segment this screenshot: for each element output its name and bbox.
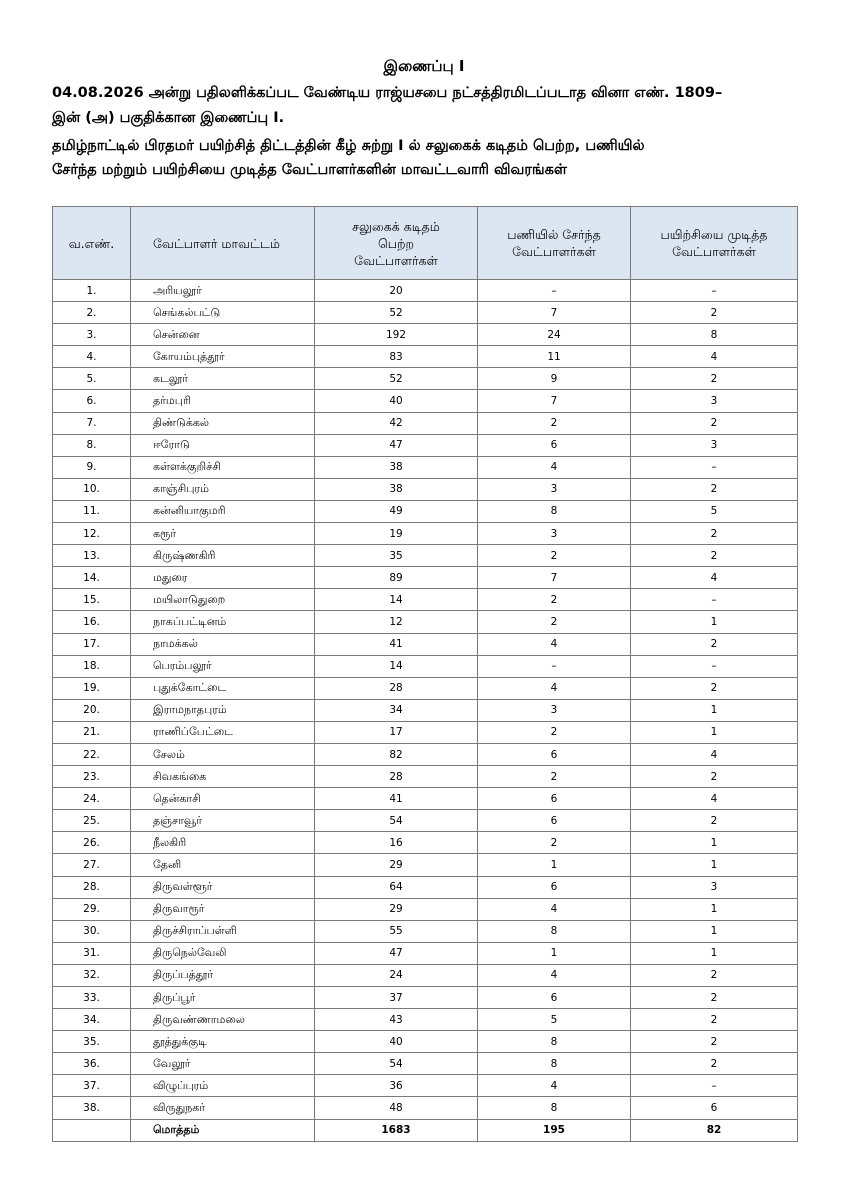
table-row	[53, 346, 798, 368]
joined-count-cell: 1	[478, 942, 631, 964]
completed-count-cell: 1	[631, 721, 798, 743]
joined-count-cell: 7	[478, 390, 631, 412]
serial-number-cell: 28.	[53, 876, 131, 898]
table-header-row	[53, 207, 798, 280]
offer-letter-count-cell: 43	[315, 1009, 478, 1031]
serial-number-cell: 1.	[53, 280, 131, 302]
header-text-line: வ.எண்.	[68, 235, 115, 251]
completed-count-cell: 2	[631, 1009, 798, 1031]
serial-number-cell: 14.	[53, 567, 131, 589]
joined-count-cell: 8	[478, 1031, 631, 1053]
table-row	[53, 942, 798, 964]
joined-count-cell: 2	[478, 832, 631, 854]
joined-count-cell: 2	[478, 611, 631, 633]
serial-number-cell: 9.	[53, 456, 131, 478]
table-row	[53, 545, 798, 567]
joined-count-cell: 24	[478, 324, 631, 346]
completed-count-cell: 1	[631, 611, 798, 633]
district-wise-table	[52, 206, 798, 1142]
offer-letter-count-cell: 89	[315, 567, 478, 589]
offer-letter-count-cell: 38	[315, 456, 478, 478]
table-row	[53, 324, 798, 346]
joined-count-cell: 2	[478, 721, 631, 743]
district-cell: விருதுநகர்	[131, 1097, 315, 1119]
district-cell: ஈரோடு	[131, 434, 315, 456]
completed-count-cell: 4	[631, 346, 798, 368]
district-cell: தேனி	[131, 854, 315, 876]
offer-letter-count-cell: 82	[315, 743, 478, 765]
district-cell: பெரம்பலூர்	[131, 655, 315, 677]
table-row	[53, 876, 798, 898]
table-row	[53, 677, 798, 699]
joined-count-cell: 7	[478, 302, 631, 324]
district-cell: மயிலாடுதுறை	[131, 589, 315, 611]
header-serial-number	[53, 207, 131, 280]
table-row	[53, 766, 798, 788]
joined-count-cell: 2	[478, 412, 631, 434]
serial-number-cell: 7.	[53, 412, 131, 434]
completed-count-cell: 2	[631, 523, 798, 545]
district-cell: நீலகிரி	[131, 832, 315, 854]
table-row	[53, 832, 798, 854]
offer-letter-count-cell: 28	[315, 766, 478, 788]
serial-number-cell: 17.	[53, 633, 131, 655]
district-cell: தூத்துக்குடி	[131, 1031, 315, 1053]
offer-letter-count-cell: 28	[315, 677, 478, 699]
table-row	[53, 368, 798, 390]
offer-letter-count-cell: 54	[315, 810, 478, 832]
district-cell: திருப்பத்தூர்	[131, 964, 315, 986]
completed-count-cell: 4	[631, 567, 798, 589]
serial-number-cell: 6.	[53, 390, 131, 412]
completed-count-cell: 2	[631, 412, 798, 434]
offer-letter-count-cell: 41	[315, 633, 478, 655]
district-cell: திருநெல்வேலி	[131, 942, 315, 964]
district-cell: மதுரை	[131, 567, 315, 589]
joined-count-cell: 4	[478, 898, 631, 920]
table-row	[53, 611, 798, 633]
table-row	[53, 633, 798, 655]
joined-count-cell: 8	[478, 920, 631, 942]
offer-letter-count-cell: 29	[315, 898, 478, 920]
completed-count-cell: 1	[631, 942, 798, 964]
table-row	[53, 743, 798, 765]
district-cell: வேலூர்	[131, 1053, 315, 1075]
joined-count-cell: 8	[478, 1053, 631, 1075]
serial-number-cell: 2.	[53, 302, 131, 324]
completed-count-cell: 6	[631, 1097, 798, 1119]
serial-number-cell: 16.	[53, 611, 131, 633]
district-cell: சென்னை	[131, 324, 315, 346]
joined-count-cell: 4	[478, 456, 631, 478]
completed-count-cell: 2	[631, 677, 798, 699]
district-cell: அரியலூர்	[131, 280, 315, 302]
serial-number-cell: 35.	[53, 1031, 131, 1053]
district-cell: நாகப்பட்டினம்	[131, 611, 315, 633]
table-title-line-2: சேர்ந்த மற்றும் பயிற்சியை முடித்த வேட்பாளர்களின் மாவட்டவாரி விவரங்கள்	[52, 162, 567, 178]
offer-letter-count-cell: 19	[315, 523, 478, 545]
offer-letter-count-cell: 47	[315, 434, 478, 456]
district-cell: ராணிப்பேட்டை	[131, 721, 315, 743]
serial-number-cell: 8.	[53, 434, 131, 456]
district-cell: திருவள்ளூர்	[131, 876, 315, 898]
completed-count-cell: 2	[631, 478, 798, 500]
joined-count-cell: 6	[478, 876, 631, 898]
table-row	[53, 302, 798, 324]
offer-letter-count-cell: 14	[315, 589, 478, 611]
header-text-line: வேட்பாளர்கள்	[512, 244, 596, 259]
annexure-heading: இணைப்பு I	[383, 57, 465, 75]
table-row	[53, 1031, 798, 1053]
offer-letter-count-cell: 34	[315, 699, 478, 721]
serial-number-cell: 24.	[53, 788, 131, 810]
completed-count-cell: 2	[631, 766, 798, 788]
offer-letter-count-cell: 54	[315, 1053, 478, 1075]
offer-letter-count-cell: 40	[315, 1031, 478, 1053]
completed-count-cell: –	[631, 280, 798, 302]
completed-count-cell: –	[631, 1075, 798, 1097]
table-title-line-1: தமிழ்நாட்டில் பிரதமர் பயிற்சித் திட்டத்தின் கீழ் சுற்று I ல் சலுகைக் கடிதம் பெற்ற, பணியில்	[52, 138, 645, 154]
offer-letter-count-cell: 16	[315, 832, 478, 854]
completed-count-cell: –	[631, 589, 798, 611]
completed-count-cell: 4	[631, 788, 798, 810]
joined-count-cell: 7	[478, 567, 631, 589]
completed-count-cell: 5	[631, 500, 798, 522]
table-row	[53, 434, 798, 456]
serial-number-cell: 36.	[53, 1053, 131, 1075]
serial-number-cell: 23.	[53, 766, 131, 788]
offer-letter-count-cell: 38	[315, 478, 478, 500]
district-cell: திண்டுக்கல்	[131, 412, 315, 434]
serial-number-cell: 18.	[53, 655, 131, 677]
offer-letter-count-cell: 47	[315, 942, 478, 964]
offer-letter-count-cell: 48	[315, 1097, 478, 1119]
district-cell: திருவண்ணாமலை	[131, 1009, 315, 1031]
completed-count-cell: 2	[631, 1031, 798, 1053]
completed-count-cell: 1	[631, 898, 798, 920]
offer-letter-count-cell: 192	[315, 324, 478, 346]
completed-count-cell: 4	[631, 743, 798, 765]
joined-count-cell: 11	[478, 346, 631, 368]
table-row	[53, 964, 798, 986]
district-cell: திருச்சிராப்பள்ளி	[131, 920, 315, 942]
district-cell: கடலூர்	[131, 368, 315, 390]
serial-number-cell: 33.	[53, 987, 131, 1009]
district-cell: கிருஷ்ணகிரி	[131, 545, 315, 567]
serial-number-cell: 5.	[53, 368, 131, 390]
offer-letter-count-cell: 17	[315, 721, 478, 743]
joined-count-cell: 3	[478, 523, 631, 545]
table-row	[53, 788, 798, 810]
serial-number-cell: 26.	[53, 832, 131, 854]
table-row	[53, 478, 798, 500]
serial-number-cell: 19.	[53, 677, 131, 699]
table-row	[53, 589, 798, 611]
header-text-line: வேட்பாளர் மாவட்டம்	[153, 235, 280, 251]
table-row	[53, 390, 798, 412]
joined-count-cell: 2	[478, 766, 631, 788]
serial-number-cell: 37.	[53, 1075, 131, 1097]
completed-count-cell: 1	[631, 699, 798, 721]
offer-letter-count-cell: 41	[315, 788, 478, 810]
header-text-line: சலுகைக் கடிதம்	[352, 218, 440, 234]
serial-number-cell: 34.	[53, 1009, 131, 1031]
subtitle-line-2: இன் (அ) பகுதிக்கான இணைப்பு I.	[52, 110, 285, 126]
joined-count-cell: –	[478, 655, 631, 677]
district-cell: புதுக்கோட்டை	[131, 677, 315, 699]
joined-count-cell: 6	[478, 743, 631, 765]
serial-number-cell	[53, 1119, 131, 1141]
district-cell: தஞ்சாவூர்	[131, 810, 315, 832]
header-text-line: பெற்ற	[377, 235, 415, 251]
joined-count-cell: 6	[478, 434, 631, 456]
header-joined-candidates	[478, 207, 631, 280]
serial-number-cell: 25.	[53, 810, 131, 832]
serial-number-cell: 30.	[53, 920, 131, 942]
district-cell: சேலம்	[131, 743, 315, 765]
serial-number-cell: 13.	[53, 545, 131, 567]
subtitle-line-1: 04.08.2026 அன்று பதிலளிக்கப்பட வேண்டிய ராஜ்யசபை நட்சத்திரமிடப்படாத வினா எண். 1809–	[52, 85, 723, 101]
serial-number-cell: 3.	[53, 324, 131, 346]
table-row	[53, 500, 798, 522]
offer-letter-count-cell: 1683	[315, 1119, 478, 1141]
serial-number-cell: 12.	[53, 523, 131, 545]
offer-letter-count-cell: 14	[315, 655, 478, 677]
completed-count-cell: –	[631, 456, 798, 478]
district-cell: சிவகங்கை	[131, 766, 315, 788]
table-row	[53, 810, 798, 832]
completed-count-cell: 2	[631, 810, 798, 832]
table-row	[53, 721, 798, 743]
completed-count-cell: 3	[631, 876, 798, 898]
serial-number-cell: 4.	[53, 346, 131, 368]
offer-letter-count-cell: 24	[315, 964, 478, 986]
offer-letter-count-cell: 55	[315, 920, 478, 942]
district-cell: திருவாரூர்	[131, 898, 315, 920]
offer-letter-count-cell: 36	[315, 1075, 478, 1097]
table-row	[53, 655, 798, 677]
offer-letter-count-cell: 52	[315, 368, 478, 390]
serial-number-cell: 22.	[53, 743, 131, 765]
offer-letter-count-cell: 42	[315, 412, 478, 434]
table-row	[53, 920, 798, 942]
table-row	[53, 1097, 798, 1119]
completed-count-cell: 2	[631, 964, 798, 986]
joined-count-cell: 195	[478, 1119, 631, 1141]
table-row	[53, 1053, 798, 1075]
offer-letter-count-cell: 52	[315, 302, 478, 324]
table-row	[53, 567, 798, 589]
completed-count-cell: 3	[631, 434, 798, 456]
table-body	[53, 280, 798, 1142]
joined-count-cell: 4	[478, 1075, 631, 1097]
serial-number-cell: 15.	[53, 589, 131, 611]
completed-count-cell: –	[631, 655, 798, 677]
total-row	[53, 1119, 798, 1141]
completed-count-cell: 8	[631, 324, 798, 346]
completed-count-cell: 2	[631, 302, 798, 324]
district-cell: மொத்தம்	[131, 1119, 315, 1141]
header-offer-letter-candidates	[315, 207, 478, 280]
header-text-line: பணியில் சேர்ந்த	[507, 227, 601, 242]
joined-count-cell: 6	[478, 987, 631, 1009]
table-row	[53, 412, 798, 434]
offer-letter-count-cell: 37	[315, 987, 478, 1009]
serial-number-cell: 21.	[53, 721, 131, 743]
joined-count-cell: 4	[478, 633, 631, 655]
joined-count-cell: –	[478, 280, 631, 302]
district-cell: இராமநாதபுரம்	[131, 699, 315, 721]
table-row	[53, 280, 798, 302]
district-cell: தென்காசி	[131, 788, 315, 810]
serial-number-cell: 31.	[53, 942, 131, 964]
completed-count-cell: 1	[631, 920, 798, 942]
district-cell: கள்ளக்குறிச்சி	[131, 456, 315, 478]
offer-letter-count-cell: 35	[315, 545, 478, 567]
district-cell: கோயம்புத்தூர்	[131, 346, 315, 368]
offer-letter-count-cell: 64	[315, 876, 478, 898]
completed-count-cell: 3	[631, 390, 798, 412]
district-cell: கரூர்	[131, 523, 315, 545]
offer-letter-count-cell: 83	[315, 346, 478, 368]
header-district	[131, 207, 315, 280]
offer-letter-count-cell: 20	[315, 280, 478, 302]
header-text-line: வேட்பாளர்கள்	[354, 252, 438, 268]
table-row	[53, 456, 798, 478]
completed-count-cell: 2	[631, 633, 798, 655]
joined-count-cell: 4	[478, 677, 631, 699]
table-row	[53, 1009, 798, 1031]
header-completed-candidates	[631, 207, 798, 280]
joined-count-cell: 1	[478, 854, 631, 876]
offer-letter-count-cell: 40	[315, 390, 478, 412]
district-cell: திருப்பூர்	[131, 987, 315, 1009]
district-cell: நாமக்கல்	[131, 633, 315, 655]
serial-number-cell: 32.	[53, 964, 131, 986]
serial-number-cell: 11.	[53, 500, 131, 522]
serial-number-cell: 10.	[53, 478, 131, 500]
offer-letter-count-cell: 49	[315, 500, 478, 522]
joined-count-cell: 6	[478, 788, 631, 810]
table-row	[53, 898, 798, 920]
serial-number-cell: 38.	[53, 1097, 131, 1119]
completed-count-cell: 2	[631, 545, 798, 567]
table-row	[53, 854, 798, 876]
header-text-line: வேட்பாளர்கள்	[672, 244, 756, 259]
serial-number-cell: 27.	[53, 854, 131, 876]
completed-count-cell: 1	[631, 854, 798, 876]
joined-count-cell: 2	[478, 545, 631, 567]
completed-count-cell: 2	[631, 987, 798, 1009]
table-row	[53, 987, 798, 1009]
joined-count-cell: 2	[478, 589, 631, 611]
district-cell: விழுப்புரம்	[131, 1075, 315, 1097]
completed-count-cell: 82	[631, 1119, 798, 1141]
completed-count-cell: 2	[631, 368, 798, 390]
joined-count-cell: 6	[478, 810, 631, 832]
offer-letter-count-cell: 29	[315, 854, 478, 876]
completed-count-cell: 2	[631, 1053, 798, 1075]
table-row	[53, 1075, 798, 1097]
joined-count-cell: 8	[478, 500, 631, 522]
joined-count-cell: 3	[478, 699, 631, 721]
serial-number-cell: 20.	[53, 699, 131, 721]
table-row	[53, 699, 798, 721]
district-cell: கன்னியாகுமரி	[131, 500, 315, 522]
district-cell: தர்மபுரி	[131, 390, 315, 412]
header-text-line: பயிற்சியை முடித்த	[660, 227, 768, 242]
joined-count-cell: 4	[478, 964, 631, 986]
district-cell: செங்கல்பட்டு	[131, 302, 315, 324]
district-cell: காஞ்சிபுரம்	[131, 478, 315, 500]
joined-count-cell: 9	[478, 368, 631, 390]
joined-count-cell: 3	[478, 478, 631, 500]
completed-count-cell: 1	[631, 832, 798, 854]
joined-count-cell: 5	[478, 1009, 631, 1031]
offer-letter-count-cell: 12	[315, 611, 478, 633]
table-row	[53, 523, 798, 545]
serial-number-cell: 29.	[53, 898, 131, 920]
joined-count-cell: 8	[478, 1097, 631, 1119]
